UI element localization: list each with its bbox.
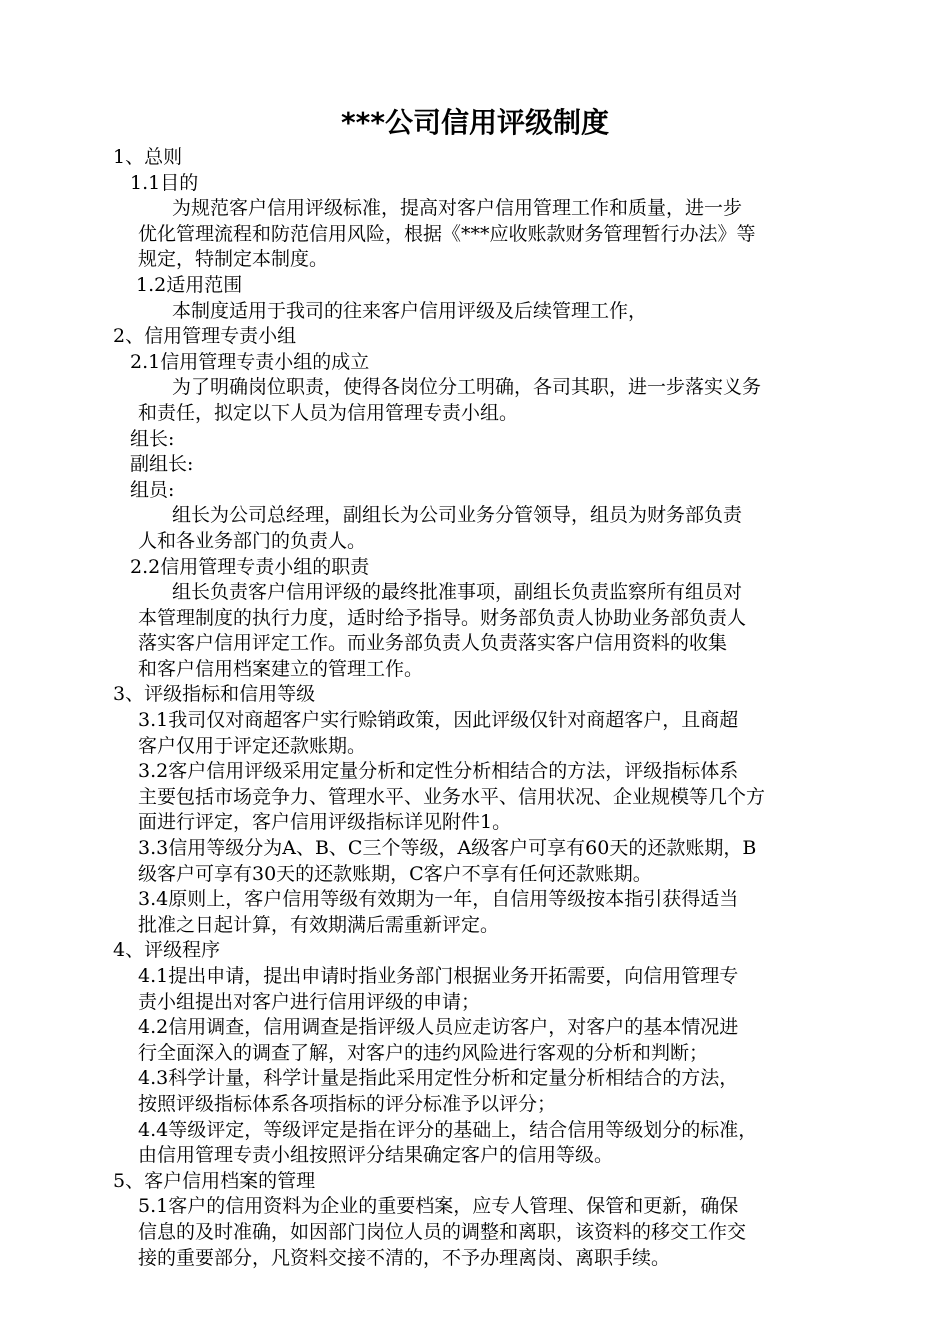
paragraph-line: 为规范客户信用评级标准，提高对客户信用管理工作和质量，进一步: [172, 197, 743, 220]
document-body: [0, 145, 950, 1271]
member-role-label: 副组长:: [130, 453, 194, 476]
paragraph-line: 客户仅用于评定还款账期。: [138, 734, 367, 757]
paragraph-line: 信息的及时准确，如因部门岗位人员的调整和离职，该资料的移交工作交: [138, 1220, 747, 1243]
paragraph-line: 3.4原则上，客户信用等级有效期为一年，自信用等级按本指引获得适当: [138, 888, 739, 911]
paragraph-line: 由信用管理专责小组按照评分结果确定客户的信用等级。: [138, 1144, 614, 1167]
section-heading: 4、评级程序: [113, 939, 221, 962]
paragraph-line: 级客户可享有30天的还款账期，C客户不享有任何还款账期。: [138, 862, 652, 885]
subsection-heading: 2.2信用管理专责小组的职责: [130, 555, 370, 578]
paragraph-line: 行全面深入的调查了解，对客户的违约风险进行客观的分析和判断；: [138, 1041, 709, 1064]
paragraph-line: 批准之日起计算，有效期满后需重新评定。: [138, 913, 500, 936]
paragraph-line: 为了明确岗位职责，使得各岗位分工明确，各司其职，进一步落实义务: [172, 376, 762, 399]
paragraph-line: 接的重要部分，凡资料交接不清的，不予办理离岗、离职手续。: [138, 1246, 671, 1269]
paragraph-line: 4.4等级评定，等级评定是指在评分的基础上，结合信用等级划分的标准，: [138, 1118, 758, 1141]
paragraph-line: 优化管理流程和防范信用风险，根据《***应收账款财务管理暂行办法》等: [138, 222, 756, 245]
paragraph-line: 本管理制度的执行力度，适时给予指导。财务部负责人协助业务部负责人: [138, 606, 747, 629]
paragraph-line: 面进行评定，客户信用评级指标详见附件1。: [138, 811, 512, 834]
section-heading: 2、信用管理专责小组: [113, 325, 297, 348]
section-heading: 5、客户信用档案的管理: [113, 1169, 316, 1192]
paragraph-line: 4.1提出申请，提出申请时指业务部门根据业务开拓需要，向信用管理专: [138, 965, 739, 987]
member-role-label: 组长:: [130, 427, 175, 450]
paragraph-line: 本制度适用于我司的往来客户信用评级及后续管理工作，: [172, 299, 648, 322]
paragraph-line: 按照评级指标体系各项指标的评分标准予以评分；: [138, 1092, 557, 1115]
paragraph-line: 人和各业务部门的负责人。: [138, 529, 367, 552]
paragraph-line: 规定，特制定本制度。: [138, 248, 329, 271]
paragraph-line: 4.2信用调查，信用调查是指评级人员应走访客户，对客户的基本情况进: [138, 1016, 739, 1039]
subsection-heading: 1.2适用范围: [136, 273, 243, 296]
paragraph-line: 主要包括市场竞争力、管理水平、业务水平、信用状况、企业规模等几个方: [138, 785, 766, 808]
paragraph-line: 落实客户信用评定工作。而业务部负责人负责落实客户信用资料的收集: [138, 632, 728, 655]
paragraph-line: 和责任，拟定以下人员为信用管理专责小组。: [138, 401, 519, 424]
member-role-label: 组员:: [130, 478, 175, 501]
document-title: ***公司信用评级制度: [341, 106, 609, 139]
section-heading: 1、总则: [113, 146, 183, 168]
paragraph-line: 责小组提出对客户进行信用评级的申请；: [138, 990, 481, 1013]
paragraph-line: 5.1客户的信用资料为企业的重要档案，应专人管理、保管和更新，确保: [138, 1195, 739, 1218]
subsection-heading: 2.1信用管理专责小组的成立: [130, 350, 370, 373]
paragraph-line: 3.1我司仅对商超客户实行赊销政策，因此评级仅针对商超客户，且商超: [138, 709, 739, 732]
paragraph-line: 4.3科学计量，科学计量是指此采用定性分析和定量分析相结合的方法，: [138, 1067, 739, 1090]
paragraph-line: 3.2客户信用评级采用定量分析和定性分析相结合的方法，评级指标体系: [138, 760, 739, 783]
paragraph-line: 和客户信用档案建立的管理工作。: [138, 657, 424, 680]
section-heading: 3、评级指标和信用等级: [113, 683, 316, 706]
subsection-heading: 1.1目的: [130, 171, 199, 194]
paragraph-line: 组长负责客户信用评级的最终批准事项，副组长负责监察所有组员对: [172, 581, 743, 604]
paragraph-line: 组长为公司总经理，副组长为公司业务分管领导，组员为财务部负责: [172, 504, 743, 527]
paragraph-line: 3.3信用等级分为A、B、C三个等级，A级客户可享有60天的还款账期，B: [138, 837, 757, 860]
